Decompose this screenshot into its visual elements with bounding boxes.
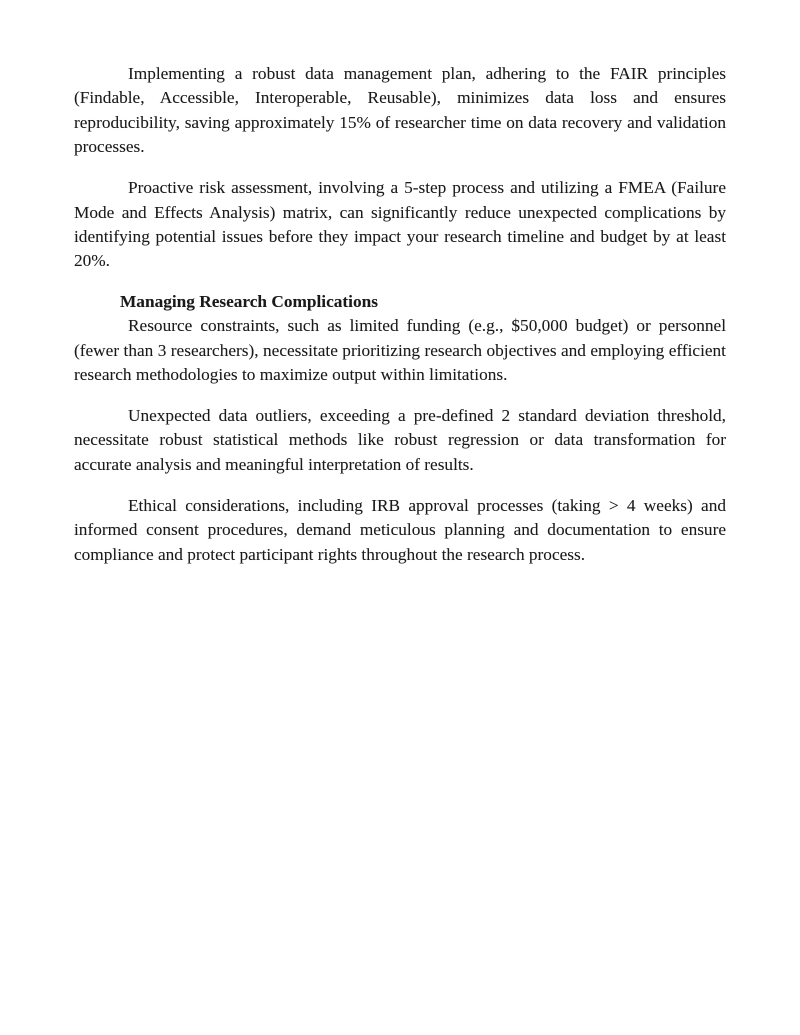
paragraph-data-outliers: Unexpected data outliers, exceeding a pre-defined 2 standard deviation threshold, necessitate robust statistical methods like robust regression or data transformation for accurate analysis and meaningful interpretation of results.: [74, 405, 726, 474]
document-body: [74, 62, 726, 583]
section-heading: Managing Research Complications: [120, 292, 378, 312]
paragraph-data-management: Implementing a robust data management plan, adhering to the FAIR principles (Findable, Accessible, Interoperable, Reusable), minimizes data loss and ensures reproducibility, saving approximately 15% of researcher time on data recovery and validation processes.: [74, 64, 726, 157]
paragraph-ethical-considerations: Ethical considerations, including IRB approval processes (taking > 4 weeks) and informed consent procedures, demand meticulous planning and documentation to ensure compliance and protect participant rights throughout the research process.: [74, 495, 726, 564]
paragraph-risk-assessment: Proactive risk assessment, involving a 5-step process and utilizing a FMEA (Failure Mode and Effects Analysis) matrix, can significantly reduce unexpected complications by identifying potential issues before they impact your research timeline and budget by at least 20%.: [74, 178, 726, 271]
paragraph-resource-constraints: Resource constraints, such as limited funding (e.g., $50,000 budget) or personnel (fewer than 3 researchers), necessitate prioritizing research objectives and employing efficient research methodologies to maximize output within limitations.: [74, 316, 726, 385]
